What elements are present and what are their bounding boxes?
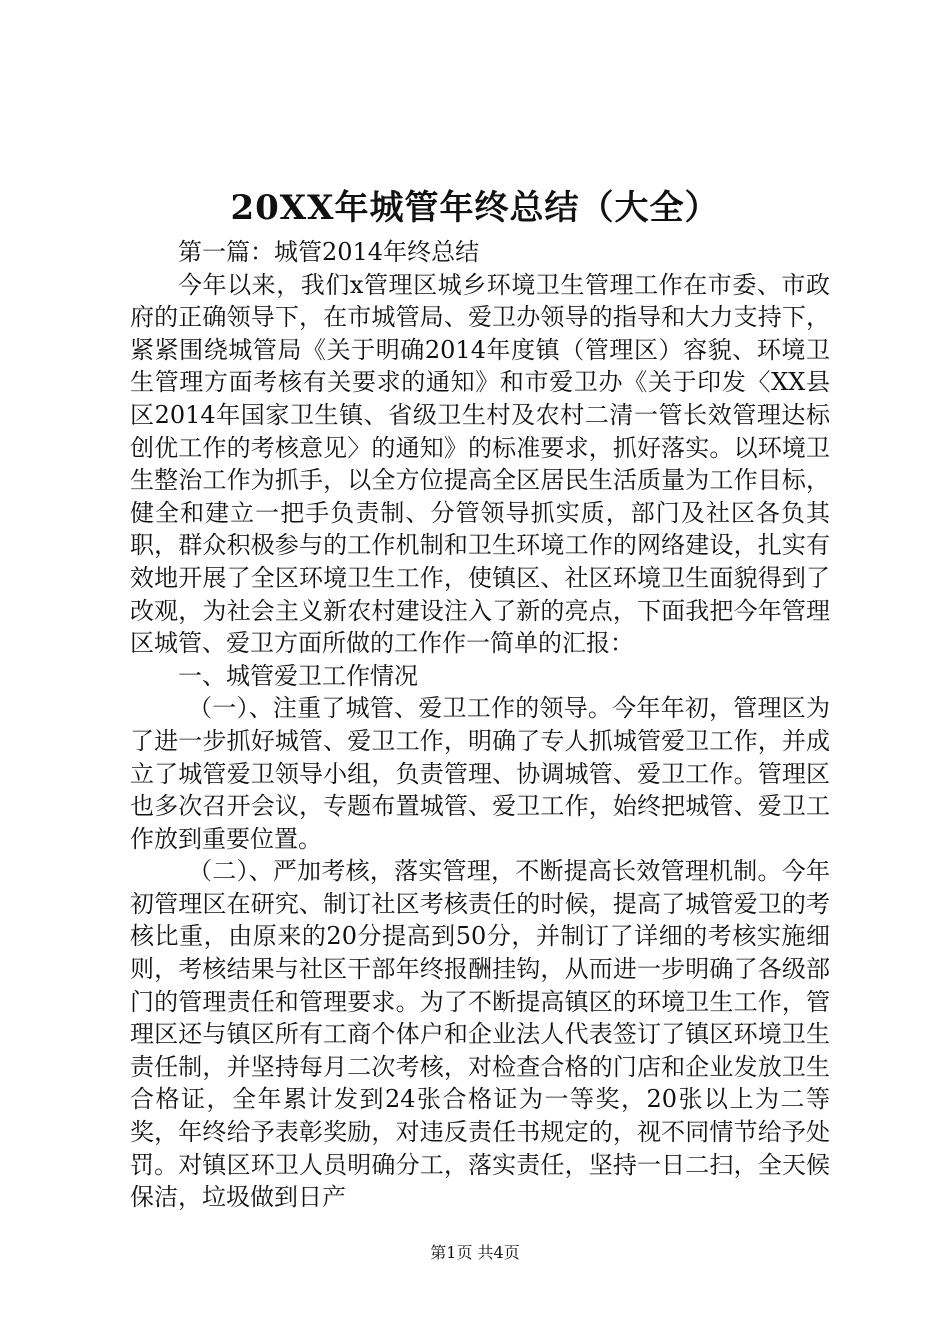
section-heading: 第一篇：城管2014年终总结 <box>178 238 480 266</box>
document-body <box>130 236 830 1214</box>
section-heading: 一、城管爱卫工作情况 <box>178 661 418 690</box>
body-paragraph: （二）、严加考核，落实管理，不断提高长效管理机制。今年初管理区在研究、制订社区考核责任的时候，提高了城管爱卫的考核比重，由原来的20分提高到50分，并制订了详细的考核实施细则，考核结果与社区干部年终报酬挂钩，从而进一步明确了各级部门的管理责任和管理要求。为了不断提高镇区的环境卫生工作，管理区还与镇区所有工商个体户和企业法人代表签订了镇区环境卫生责任制，并坚持每月二次考核，对检查合格的门店和企业发放卫生合格证，全年累计发到24张合格证为一等奖，20张以上为二等奖，年终给予表彰奖励，对违反责任书规定的，视不同情节给予处罚。对镇区环卫人员明确分工，落实责任，坚持一日二扫，全天候保洁，垃圾做到日产 <box>130 857 830 1212</box>
body-paragraph: （一）、注重了城管、爱卫工作的领导。今年年初，管理区为了进一步抓好城管、爱卫工作，明确了专人抓城管爱卫工作，并成立了城管爱卫领导小组，负责管理、协调城管、爱卫工作。管理区也多次召开会议，专题布置城管、爱卫工作，始终把城管、爱卫工作放到重要位置。 <box>130 694 830 853</box>
body-paragraph: 今年以来，我们x管理区城乡环境卫生管理工作在市委、市政府的正确领导下，在市城管局、爱卫办领导的指导和大力支持下，紧紧围绕城管局《关于明确2014年度镇（管理区）容貌、环境卫生管理方面考核有关要求的通知》和市爱卫办《关于印发〈XX县区2014年国家卫生镇、省级卫生村及农村二清一管长效管理达标创优工作的考核意见〉的通知》的标准要求，抓好落实。以环境卫生整治工作为抓手，以全方位提高全区居民生活质量为工作目标，健全和建立一把手负责制、分管领导抓实质，部门及社区各负其职，群众积极参与的工作机制和卫生环境工作的网络建设，扎实有效地开展了全区环境卫生工作，使镇区、社区环境卫生面貌得到了改观，为社会主义新农村建设注入了新的亮点，下面我把今年管理区城管、爱卫方面所做的工作作一简单的汇报： <box>130 270 830 658</box>
document-title: 20XX年城管年终总结（大全） <box>230 188 720 228</box>
page-number-footer: 第1页 共4页 <box>430 1243 520 1262</box>
